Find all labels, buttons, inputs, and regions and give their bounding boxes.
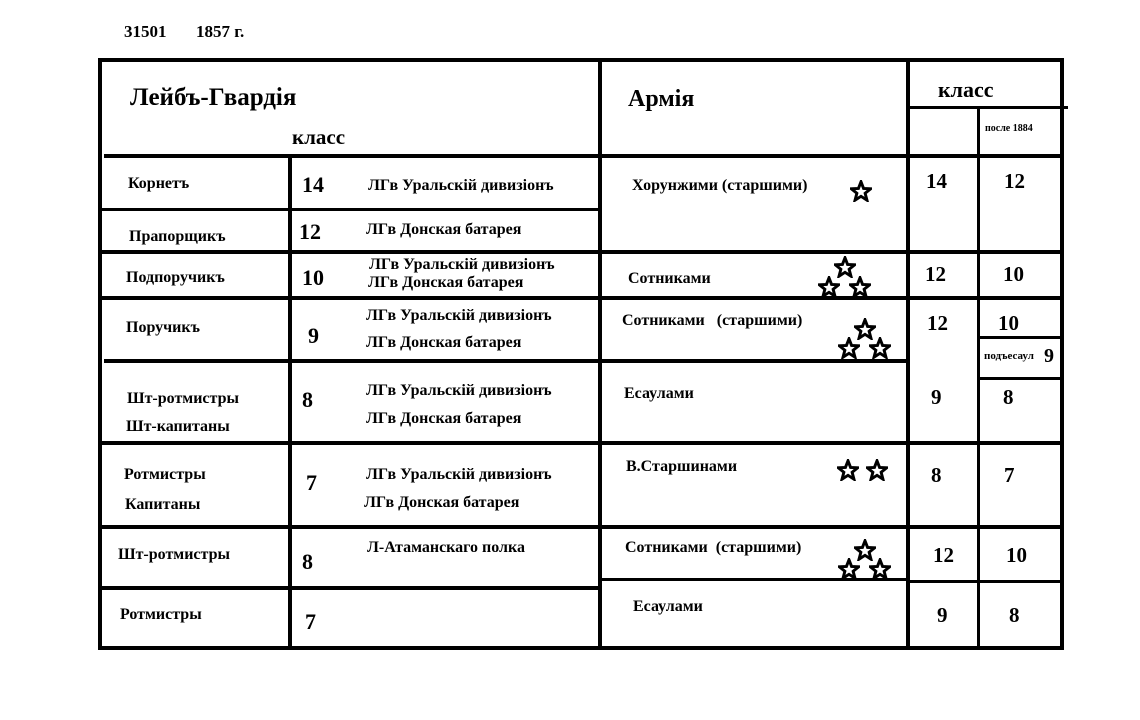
guard-unit: ЛГв Уральскій дивизіонъ (368, 177, 554, 194)
class-after-1884: 12 (1004, 169, 1025, 193)
guard-rank: Подпоручикъ (126, 269, 225, 286)
army-class: 8 (931, 463, 942, 487)
guard-title: Лейбъ-Гвардія (130, 84, 297, 111)
class-after-1884: 8 (1009, 603, 1020, 627)
guard-unit: ЛГв Уральскій дивизіонъ (369, 256, 555, 273)
class-after-1884: 10 (1006, 543, 1027, 567)
guard-class: 7 (306, 470, 317, 495)
army-rank: Сотниками (старшими) (625, 539, 802, 556)
guard-unit: ЛГв Донская батарея (364, 494, 520, 511)
star-icon (869, 337, 891, 359)
star-icon (818, 276, 840, 298)
army-class: 9 (937, 603, 948, 627)
guard-unit: ЛГв Донская батарея (368, 274, 524, 291)
star-icon (834, 256, 856, 278)
class-after-1884: 7 (1004, 463, 1015, 487)
star-icon (838, 337, 860, 359)
army-rank: Есаулами (624, 385, 694, 402)
class-after-1884: 8 (1003, 385, 1014, 409)
guard-class: 8 (302, 387, 313, 412)
guard-class: 7 (305, 609, 316, 634)
document-year: 1857 г. (196, 22, 245, 41)
guard-rank: Шт-ротмистры (127, 390, 239, 407)
guard-unit: ЛГв Донская батарея (366, 334, 522, 351)
star-icon (849, 276, 871, 298)
army-rank: Хорунжими (старшими) (632, 177, 808, 194)
class-after-1884: 10 (1003, 262, 1024, 286)
guard-rank: Поручикъ (126, 319, 200, 336)
guard-class: 10 (302, 265, 324, 290)
class-after-1884: 10 (998, 311, 1019, 335)
guard-class: 8 (302, 549, 313, 574)
army-title: Армія (628, 86, 695, 112)
guard-unit: Л-Атаманскаго полка (367, 539, 525, 556)
army-rank: Есаулами (633, 598, 703, 615)
army-class: 12 (927, 311, 948, 335)
army-class: 12 (933, 543, 954, 567)
army-class: 12 (925, 262, 946, 286)
guard-rank: Ротмистры (120, 606, 202, 623)
guard-unit: ЛГв Уральскій дивизіонъ (366, 382, 552, 399)
guard-rank-secondary: Капитаны (125, 496, 201, 513)
army-class: 14 (926, 169, 947, 193)
guard-class-label: класс (292, 125, 346, 149)
guard-unit: ЛГв Уральскій дивизіонъ (366, 307, 552, 324)
guard-rank: Корнетъ (128, 175, 190, 192)
army-rank: Сотниками (628, 270, 711, 287)
extra-rank: подъесаул (984, 350, 1034, 362)
guard-unit: ЛГв Уральскій дивизіонъ (366, 466, 552, 483)
guard-unit: ЛГв Донская батарея (366, 410, 522, 427)
army-class: 9 (931, 385, 942, 409)
guard-rank: Прапорщикъ (129, 228, 226, 245)
army-rank: В.Старшинами (626, 458, 738, 475)
guard-class: 9 (308, 323, 319, 348)
guard-rank-secondary: Шт-капитаны (126, 418, 230, 435)
star-icon (837, 459, 859, 481)
guard-unit: ЛГв Донская батарея (366, 221, 522, 238)
army-rank: Сотниками (старшими) (622, 312, 803, 329)
extra-class: 9 (1044, 345, 1054, 367)
guard-class: 12 (299, 219, 321, 244)
guard-rank: Ротмистры (124, 466, 206, 483)
star-icon (869, 558, 891, 580)
guard-rank: Шт-ротмистры (118, 546, 230, 563)
after-1884-label: после 1884 (985, 123, 1033, 134)
star-icon (850, 180, 872, 202)
class-column-title: класс (938, 77, 994, 102)
star-icon (838, 558, 860, 580)
star-icon (866, 459, 888, 481)
document-code: 31501 (124, 22, 167, 41)
guard-class: 14 (302, 172, 324, 197)
